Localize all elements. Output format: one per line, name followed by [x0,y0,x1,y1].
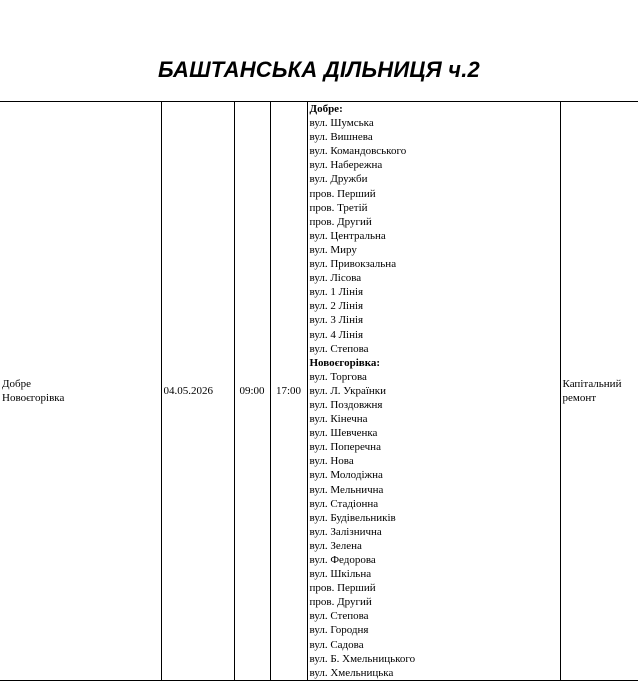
street-item: вул. Л. Українки [309,384,387,397]
street-item: вул. Кінечна [309,413,368,426]
reason-text: ремонт [562,391,597,404]
street-item: вул. Садова [309,638,364,651]
street-item: вул. Будівельників [309,511,396,524]
street-item: вул. Торгова [309,370,367,383]
street-item: вул. Вишнева [309,131,373,144]
time-from-cell: 09:00 [234,102,270,681]
street-item: вул. Шкільна [309,568,372,581]
street-item: вул. Степова [309,342,369,355]
street-item: вул. Шевченка [309,427,378,440]
street-item: пров. Третій [309,201,368,214]
street-item: вул. Центральна [309,229,386,242]
street-item: пров. Другий [309,596,372,609]
settlement-name: Новоєгорівка [2,391,65,404]
street-item: вул. Шумська [309,117,374,130]
street-item: вул. Поздовжня [309,398,383,411]
street-item: вул. 3 Лінія [309,314,364,327]
street-item: вул. 1 Лінія [309,286,364,299]
street-item: вул. Лісова [309,272,362,285]
street-item: пров. Перший [309,187,376,200]
time-to-cell: 17:00 [270,102,307,681]
street-item: вул. Командовського [309,145,407,158]
streets-cell [307,102,560,681]
street-item: вул. Зелена [309,539,362,552]
table-row [0,102,638,681]
street-item: вул. Дружби [309,173,368,186]
outage-schedule-table [0,101,638,681]
street-item: вул. Городня [309,624,369,637]
street-item: пров. Перший [309,582,376,595]
street-item: пров. Другий [309,215,372,228]
reason-cell [560,102,638,681]
page-title: БАШТАНСЬКА ДІЛЬНИЦЯ ч.2 [158,57,480,82]
street-item: вул. Поперечна [309,441,381,454]
street-item: вул. Молодіжна [309,469,383,482]
street-group-heading: Новоєгорівка: [309,356,381,369]
street-item: вул. Нова [309,455,354,468]
settlement-name: Добре [2,377,31,390]
street-item: вул. Хмельницька [309,666,394,679]
street-group-heading: Добре: [309,103,343,115]
street-item: вул. 2 Лінія [309,300,364,313]
street-item: вул. Залізнична [309,525,382,538]
street-item: вул. Стадіонна [309,497,379,510]
street-item: вул. Б. Хмельницького [309,652,416,665]
street-item: вул. Набережна [309,159,383,172]
street-item: вул. 4 Лінія [309,328,364,341]
date-cell: 04.05.2026 [161,102,234,681]
street-item: вул. Привокзальна [309,258,397,271]
street-item: вул. Степова [309,610,369,623]
settlement-cell [0,102,161,681]
street-item: вул. Федорова [309,554,376,566]
street-item: вул. Миру [309,243,357,256]
street-item: вул. Мельнична [309,483,384,496]
reason-text: Капітальний [562,377,622,390]
